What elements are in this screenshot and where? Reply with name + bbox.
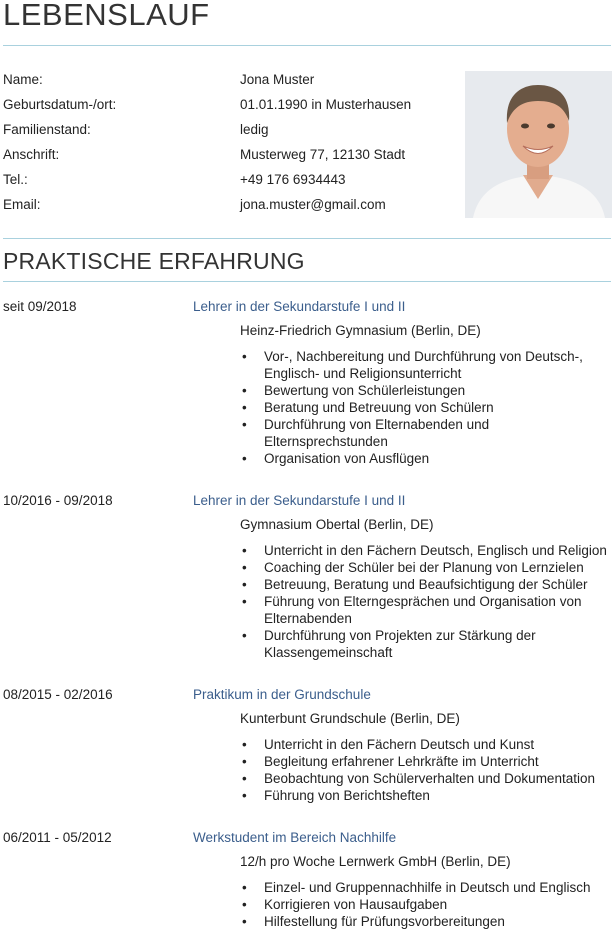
address-value: Musterweg 77, 12130 Stadt — [240, 147, 406, 162]
task-list — [240, 879, 612, 930]
list-item: • Begleitung erfahrener Lehrkräfte im Unterricht — [240, 753, 612, 770]
list-item: • Unterricht in den Fächern Deutsch und Kunst — [240, 736, 612, 753]
list-item: • Korrigieren von Hausaufgaben — [240, 896, 612, 913]
list-item: • Durchführung von Projekten zur Stärkung der Klassengemeinschaft — [240, 627, 612, 661]
divider — [3, 45, 611, 46]
entry-date: seit 09/2018 — [3, 299, 77, 314]
page-title: LEBENSLAUF — [3, 0, 210, 32]
entry-role: Praktikum in der Grundschule — [193, 687, 371, 702]
email-label: Email: — [3, 197, 41, 212]
name-value: Jona Muster — [240, 72, 315, 87]
list-item: • Führung von Berichtsheften — [240, 787, 612, 804]
name-label: Name: — [3, 72, 43, 87]
list-item: • Bewertung von Schülerleistungen — [240, 382, 612, 399]
address-label: Anschrift: — [3, 147, 60, 162]
phone-label: Tel.: — [3, 172, 28, 187]
section-title-experience: PRAKTISCHE ERFAHRUNG — [3, 248, 305, 274]
list-item: • Coaching der Schüler bei der Planung von Lernzielen — [240, 559, 612, 576]
entry-date: 08/2015 - 02/2016 — [3, 687, 113, 702]
list-item: • Führung von Elterngesprächen und Organisation von Elternabenden — [240, 593, 612, 627]
divider — [3, 281, 611, 282]
entry-date: 10/2016 - 09/2018 — [3, 493, 113, 508]
entry-date: 06/2011 - 05/2012 — [3, 830, 112, 845]
entry-role: Lehrer in der Sekundarstufe I und II — [193, 299, 406, 314]
marital-status-label: Familienstand: — [3, 122, 91, 137]
birth-value: 01.01.1990 in Musterhausen — [240, 97, 412, 112]
list-item: • Unterricht in den Fächern Deutsch, Englisch und Religion — [240, 542, 612, 559]
task-list — [240, 348, 612, 467]
task-list — [240, 736, 612, 804]
phone-value: +49 176 6934443 — [240, 172, 346, 187]
divider — [3, 238, 611, 239]
list-item: • Betreuung, Beratung und Beaufsichtigung der Schüler — [240, 576, 612, 593]
birth-label: Geburtsdatum-/ort: — [3, 97, 117, 112]
entry-organization: 12/h pro Woche Lernwerk GmbH (Berlin, DE) — [240, 854, 511, 869]
entry-organization: Heinz-Friedrich Gymnasium (Berlin, DE) — [240, 323, 481, 338]
email-value: jona.muster@gmail.com — [240, 197, 386, 212]
list-item: • Durchführung von Elternabenden und Elternsprechstunden — [240, 416, 612, 450]
entry-role: Lehrer in der Sekundarstufe I und II — [193, 493, 406, 508]
profile-photo — [465, 71, 612, 218]
list-item: • Hilfestellung für Prüfungsvorbereitungen — [240, 913, 612, 930]
list-item: • Beratung und Betreuung von Schülern — [240, 399, 612, 416]
list-item: • Organisation von Ausflügen — [240, 450, 612, 467]
entry-organization: Gymnasium Obertal (Berlin, DE) — [240, 517, 434, 532]
marital-status-value: ledig — [240, 122, 269, 137]
entry-role: Werkstudent im Bereich Nachhilfe — [193, 830, 397, 845]
list-item: • Einzel- und Gruppennachhilfe in Deutsch und Englisch — [240, 879, 612, 896]
entry-organization: Kunterbunt Grundschule (Berlin, DE) — [240, 711, 460, 726]
list-item: • Beobachtung von Schülerverhalten und Dokumentation — [240, 770, 612, 787]
task-list — [240, 542, 612, 661]
list-item: • Vor-, Nachbereitung und Durchführung von Deutsch-, Englisch- und Religionsunterricht — [240, 348, 612, 382]
